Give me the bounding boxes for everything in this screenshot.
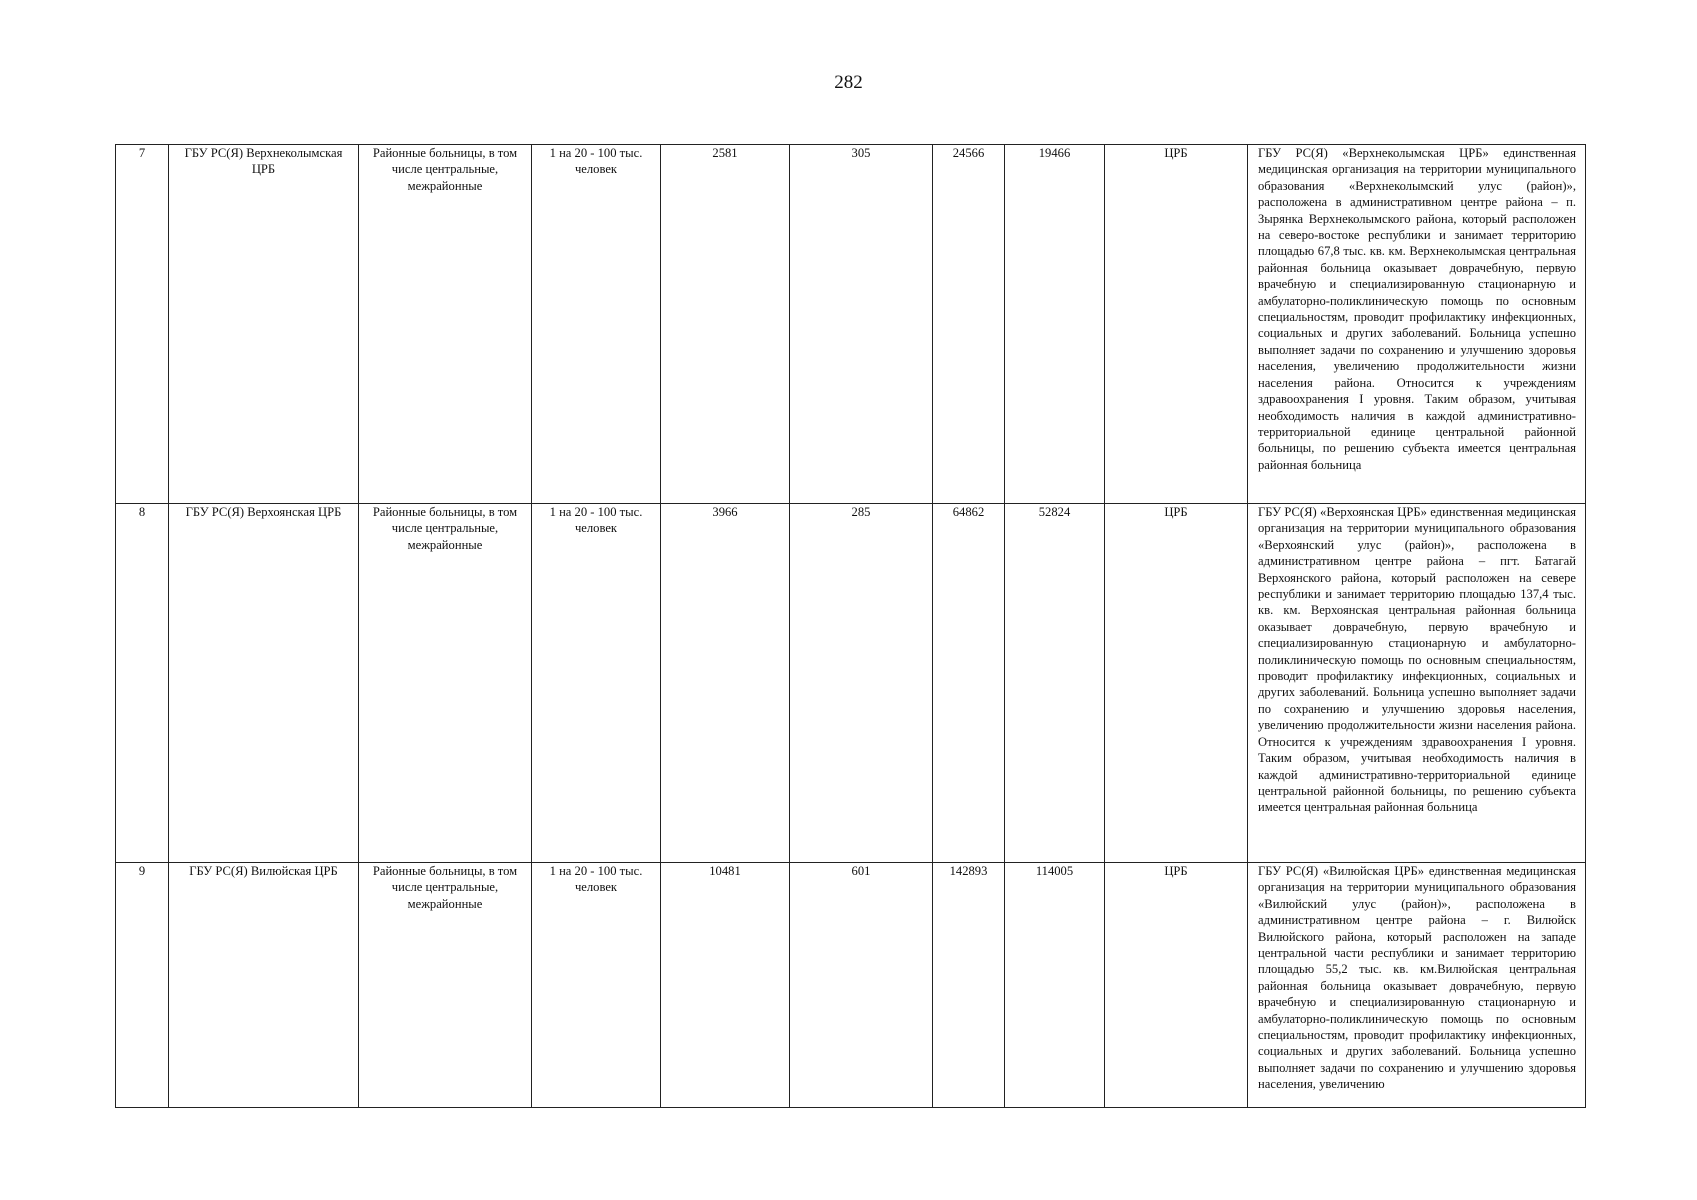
organization-name: ГБУ РС(Я) Верхоянская ЦРБ <box>169 504 359 863</box>
value-cell: 3966 <box>661 504 790 863</box>
category-cell: ЦРБ <box>1105 145 1248 504</box>
table-row <box>116 504 1586 863</box>
coverage-norm: 1 на 20 - 100 тыс. человек <box>532 504 661 863</box>
value-cell: 19466 <box>1005 145 1105 504</box>
organization-type: Районные больницы, в том числе центральные, межрайонные <box>359 863 532 1108</box>
value-cell: 64862 <box>933 504 1005 863</box>
organization-type: Районные больницы, в том числе центральные, межрайонные <box>359 504 532 863</box>
value-cell: 601 <box>790 863 933 1108</box>
coverage-norm: 1 на 20 - 100 тыс. человек <box>532 863 661 1108</box>
description-cell: ГБУ РС(Я) «Верхнеколымская ЦРБ» единственная медицинская организация на территории муниципального образования «Верхнеколымский улус (район)», расположена в административном центре района – п. Зырянка Верхнеколымского района, который расположен на северо-востоке республики и занимает территорию площадью 67,8 тыс. кв. км. Верхнеколымская центральная районная больница оказывает доврачебную, первую врачебную и специализированную стационарную и амбулаторно-поликлиническую помощь по основным специальностям, проводит профилактику инфекционных, социальных и других заболеваний. Больница успешно выполняет задачи по сохранению и улучшению здоровья населения, увеличению продолжительности жизни населения района. Относится к учреждениям здравоохранения I уровня. Таким образом, учитывая необходимость наличия в каждой административно-территориальной единице центральной районной больницы, по решению субъекта имеется центральная районная больница <box>1248 145 1586 504</box>
row-number: 9 <box>116 863 169 1108</box>
organization-type: Районные больницы, в том числе центральные, межрайонные <box>359 145 532 504</box>
description-cell: ГБУ РС(Я) «Вилюйская ЦРБ» единственная медицинская организация на территории муниципального образования «Вилюйский улус (район)», расположена в административном центре района – г. Вилюйск Вилюйского района, который расположен на западе центральной части республики и занимает территорию площадью 55,2 тыс. кв. км.Вилюйская центральная районная больница оказывает доврачебную, первую врачебную и специализированную стационарную и амбулаторно-поликлиническую помощь по основным специальностям, проводит профилактику инфекционных, социальных и других заболеваний. Больница успешно выполняет задачи по сохранению и улучшению здоровья населения, увеличению <box>1248 863 1586 1108</box>
page-number: 282 <box>834 72 863 93</box>
row-number: 7 <box>116 145 169 504</box>
value-cell: 24566 <box>933 145 1005 504</box>
table-row <box>116 863 1586 1108</box>
hospital-registry-table <box>115 144 1586 1108</box>
value-cell: 114005 <box>1005 863 1105 1108</box>
value-cell: 10481 <box>661 863 790 1108</box>
value-cell: 142893 <box>933 863 1005 1108</box>
category-cell: ЦРБ <box>1105 504 1248 863</box>
value-cell: 52824 <box>1005 504 1105 863</box>
row-number: 8 <box>116 504 169 863</box>
value-cell: 305 <box>790 145 933 504</box>
value-cell: 2581 <box>661 145 790 504</box>
category-cell: ЦРБ <box>1105 863 1248 1108</box>
coverage-norm: 1 на 20 - 100 тыс. человек <box>532 145 661 504</box>
organization-name: ГБУ РС(Я) Вилюйская ЦРБ <box>169 863 359 1108</box>
organization-name: ГБУ РС(Я) Верхнеколымская ЦРБ <box>169 145 359 504</box>
table-row <box>116 145 1586 504</box>
value-cell: 285 <box>790 504 933 863</box>
description-cell: ГБУ РС(Я) «Верхоянская ЦРБ» единственная медицинская организация на территории муниципального образования «Верхоянский улус (район)», расположена в административном центре района – пгт. Батагай Верхоянского района, который расположен на севере республики и занимает территорию площадью 137,4 тыс. кв. км. Верхоянская центральная районная больница оказывает доврачебную, первую врачебную и специализированную стационарную и амбулаторно-поликлиническую помощь по основным специальностям, проводит профилактику инфекционных, социальных и других заболеваний. Больница успешно выполняет задачи по сохранению и улучшению здоровья населения, увеличению продолжительности жизни населения района. Относится к учреждениям здравоохранения I уровня. Таким образом, учитывая необходимость наличия в каждой административно-территориальной единице центральной районной больницы, по решению субъекта имеется центральная районная больница <box>1248 504 1586 863</box>
